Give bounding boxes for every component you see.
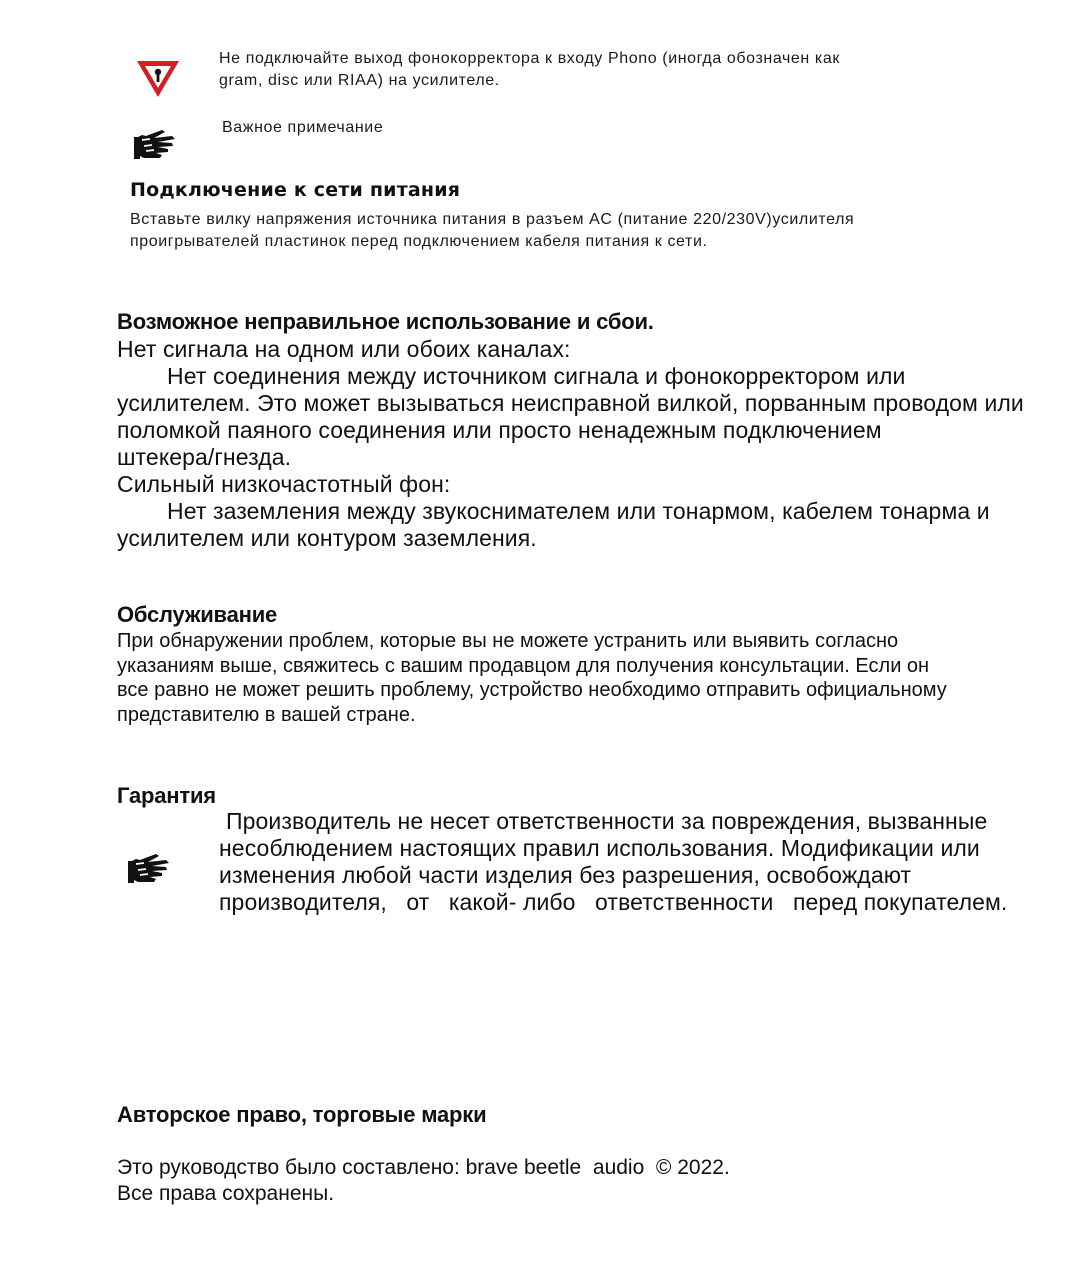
service-line-3: все равно не может решить проблему, устройство необходимо отправить официальному: [117, 679, 947, 702]
warning-triangle-icon: [134, 56, 182, 100]
service-line-2: указаниям выше, свяжитесь с вашим продавцом для получения консультации. Если он: [117, 654, 930, 677]
power-line-2: проигрывателей пластинок перед подключением кабеля питания к сети.: [130, 233, 708, 250]
no-signal-line-2: усилителем. Это может вызываться неисправной вилкой, порванным проводом или: [117, 390, 1024, 416]
service-line-4: представителю в вашей стране.: [117, 704, 416, 727]
misuse-section: [117, 336, 1062, 552]
warning-line-1: Не подключайте выход фонокорректора к входу Phono (иногда обозначен как: [219, 50, 840, 67]
service-line-1: При обнаружении проблем, которые вы не можете устранить или выявить согласно: [117, 630, 899, 652]
no-signal-line-3: поломкой паяного соединения или просто ненадежным подключением: [117, 417, 882, 443]
hum-line-2: усилителем или контуром заземления.: [117, 525, 537, 551]
hum-title: Сильный низкочастотный фон:: [117, 471, 451, 497]
pointing-hand-icon: [126, 850, 174, 886]
copyright-text: [117, 1155, 730, 1207]
warning-line-2: gram, disc или RIAA) на усилителе.: [219, 72, 500, 89]
copyright-heading: Авторское право, торговые марки: [117, 1102, 487, 1127]
warranty-heading: Гарантия: [117, 783, 216, 808]
warning-note: [219, 48, 840, 92]
copyright-line-2: Все права сохранены.: [117, 1182, 335, 1205]
service-text: [117, 629, 1062, 728]
hum-line-1: Нет заземления между звукоснимателем или тонармом, кабелем тонарма и: [167, 498, 990, 524]
important-note-label: Важное примечание: [222, 119, 384, 136]
warranty-text: [219, 808, 1069, 916]
power-line-1: Вставьте вилку напряжения источника питания в разъем AC (питание 220/230V)усилителя: [130, 211, 855, 228]
power-text: [130, 209, 854, 253]
no-signal-line-1: Нет соединения между источником сигнала и фонокорректором или: [167, 363, 906, 389]
warranty-line-3: изменения любой части изделия без разрешения, освобождают: [219, 862, 912, 888]
warranty-line-1: Производитель не несет ответственности за повреждения, вызванные: [226, 808, 988, 834]
service-heading: Обслуживание: [117, 602, 278, 627]
no-signal-title: Нет сигнала на одном или обоих каналах:: [117, 336, 571, 362]
copyright-line-1: Это руководство было составлено: brave beetle audio © 2022.: [117, 1156, 730, 1179]
power-heading: Подключение к сети питания: [130, 179, 461, 201]
warranty-line-2: несоблюдением настоящих правил использования. Модификации или: [219, 835, 980, 861]
warranty-line-4: производителя, от какой- либо ответственности перед покупателем.: [219, 889, 1008, 915]
no-signal-line-4: штекера/гнезда.: [117, 444, 292, 470]
pointing-hand-icon: [132, 126, 180, 162]
misuse-heading: Возможное неправильное использование и сбои.: [117, 309, 654, 334]
